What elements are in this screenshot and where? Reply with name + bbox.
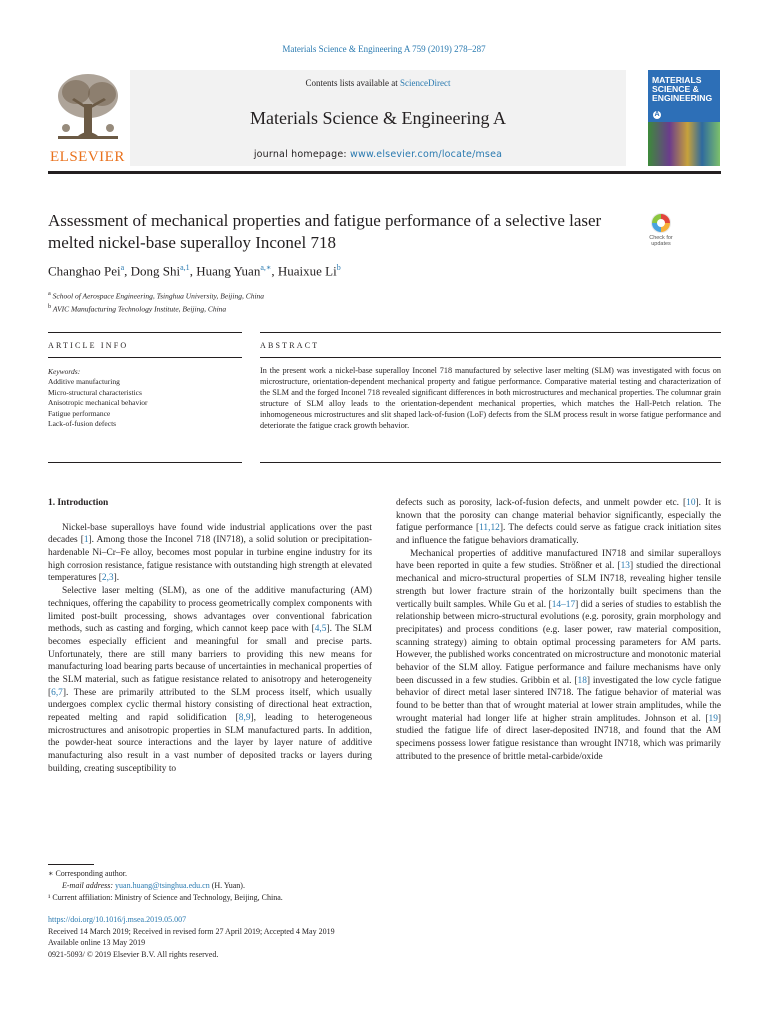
- citation-link[interactable]: 18: [577, 675, 587, 686]
- divider: [260, 332, 721, 333]
- footnotes: [48, 868, 448, 904]
- body-paragraph: Mechanical properties of additive manufactured IN718 and similar superalloys have been reported in quite a few studies. Strößner et al. [13] studied the directional mechanical and micro-structural properties of SLM IN718, revealing higher tensile strength but lower fracture strain of the horizontally built specimens than the vertically built samples. While Gu et al. [14–17] did a series of studies to establish the relationship between micro-structural evolutions (e.g. porosity, grain morphology and precipitates) and process conditions (e.g. laser power, raw material composition, scanning strategy) aiming to obtain optimal processing parameters for AM parts. However, the published works concentrated on microstructure and monotonic material behavior of the SLM alloy. Fatigue performance and failure mechanisms have only been discussed in a few studies. Gribbin et al. [18] investigated the low cycle fatigue behavior of direct metal laser sintered IN718. The fatigue behavior of material was found to be better than that of wrought material at lower strain amplitudes, while the wrought material had longer life at higher strain amplitudes. Johnson et al. [19] studied the fatigue life of direct laser-deposited IN718, and found that the AM specimens possess lower fatigue resistance than wrought IN718, which was primarily attributed to the presence of brittle metal-carbide/oxide: [396, 548, 721, 762]
- author-affiliation-marker[interactable]: a,1: [180, 263, 190, 272]
- cover-letter-badge: A: [654, 111, 660, 118]
- body-paragraph: defects such as porosity, lack-of-fusion defects, and unmelt powder etc. [10]. It is known that the porosity can change material behavior significantly, especially the fatigue performance [11,12]. The defects could serve as fatigue crack initiation sites and influence the fatigue behaviors dramatically.: [396, 498, 721, 547]
- affiliation-marker: b: [48, 302, 52, 310]
- email-note: [48, 880, 448, 892]
- email-suffix: (H. Yuan).: [209, 881, 245, 890]
- journal-banner: [130, 70, 626, 166]
- divider: [48, 462, 242, 463]
- author-affiliation-marker[interactable]: b: [336, 263, 341, 272]
- keyword-item: Fatigue performance: [48, 408, 111, 418]
- keywords-block: [48, 367, 242, 429]
- contents-line: [130, 78, 626, 88]
- divider: [48, 332, 242, 333]
- affiliation-item: [48, 302, 264, 315]
- citation-link[interactable]: 10: [686, 498, 696, 508]
- affiliation-item: [48, 289, 264, 302]
- citation-link[interactable]: 14–17: [551, 599, 576, 610]
- article-metadata: [48, 914, 448, 960]
- corresponding-author-note: ∗ Corresponding author.: [48, 869, 127, 878]
- citation-link[interactable]: 8,9: [238, 713, 251, 723]
- author-name[interactable]: Changhao Pei: [48, 263, 121, 279]
- journal-homepage: [130, 149, 626, 160]
- email-link[interactable]: yuan.huang@tsinghua.edu.cn: [115, 881, 210, 890]
- affiliation-text: AVIC Manufacturing Technology Institute, Beijing, China: [52, 304, 227, 313]
- citation-link[interactable]: 11,12: [479, 523, 500, 534]
- citation-link[interactable]: 1: [83, 535, 89, 546]
- header-rule: [48, 171, 721, 174]
- article-info-heading: ARTICLE INFO: [48, 341, 129, 350]
- section-heading: 1. Introduction: [48, 498, 109, 508]
- author-name[interactable]: Huang Yuan: [196, 263, 261, 279]
- author-name[interactable]: Huaixue Li: [277, 263, 337, 279]
- keyword-item: Lack-of-fusion defects: [48, 419, 117, 429]
- citation-link[interactable]: 2,3: [101, 573, 114, 584]
- divider: [260, 462, 721, 463]
- current-affiliation-note: ¹ Current affiliation: Ministry of Science and Technology, Beijing, China.: [48, 893, 283, 902]
- doi-link[interactable]: https://doi.org/10.1016/j.msea.2019.05.007: [48, 915, 187, 924]
- journal-title: Materials Science & Engineering A: [250, 108, 506, 128]
- received-dates: Received 14 March 2019; Received in revised form 27 April 2019; Accepted 4 May 2019: [48, 926, 335, 936]
- body-column-left: [48, 497, 372, 775]
- journal-reference[interactable]: Materials Science & Engineering A 759 (2019) 278–287: [282, 44, 486, 54]
- available-online: Available online 13 May 2019: [48, 938, 146, 947]
- author-affiliation-marker[interactable]: a,∗: [260, 263, 272, 272]
- copyright: 0921-5093/ © 2019 Elsevier B.V. All rights reserved.: [48, 949, 219, 959]
- keyword-item: Micro-structural characteristics: [48, 387, 142, 397]
- keyword-item: Anisotropic mechanical behavior: [48, 398, 148, 408]
- abstract-heading: ABSTRACT: [260, 341, 320, 350]
- elsevier-tree-icon: [48, 70, 128, 148]
- author-affiliation-marker[interactable]: a: [120, 263, 125, 272]
- cover-title: MATERIALS SCIENCE & ENGINEERING: [652, 75, 713, 103]
- email-label: E-mail address:: [62, 881, 114, 890]
- abstract-text: In the present work a nickel-base superalloy Inconel 718 manufactured by selective laser melting (SLM) was investigated with focus on microstructure, orientation-dependent mechanical property and fatigue performance. Comparative material testing and characterization of the SLM and the forged Inconel 718 revealed significant differences in both microstructures and mechanical properties. The columnar grain structure of SLM alloy leads to the orientation-dependent mechanical properties, which matches the Hall-Petch relation. The inhomogeneous microstructures and slit shaped lack-of-fusion (LoF) defects from the SLM process result in worse fatigue performance and deteriorate the fatigue crack growth behavior.: [260, 366, 721, 431]
- body-paragraph: Selective laser melting (SLM), as one of the additive manufacturing (AM) techniques, offering the capability to process geometrically complex components with limited post-built processing, shows advantages over conventional fabrication methods, such as casting and forging, which cannot keep pace with [4,5]. The SLM becomes especially efficient and meaningful for small and precise parts. Unfortunately, there are still many barriers to providing this new means for manufacturing load bearing parts because of uncertainties in mechanical properties of the SLM material, such as fatigue resistance related to anisotropy and heterogeneity [6,7]. These are primarily attributed to the SLM process itself, which usually undergoes complex cyclic thermal history consisting of directional heat extraction, repeated melting and rapid solidification [8,9], leading to heterogeneous microstructures and anisotropic properties in SLM manufactured parts. In addition, the powder-heat source interactions and the layer by layer nature of additive manufacturing also result in a vast number of deposited tracks or layers during building, creating susceptibility to: [48, 586, 373, 774]
- affiliation-text: School of Aerospace Engineering, Tsinghua University, Beijing, China: [52, 291, 265, 301]
- crossmark-icon: [644, 211, 678, 235]
- affiliation-marker: a: [48, 290, 51, 297]
- contents-prefix: Contents lists available at: [305, 78, 400, 88]
- author-list: Changhao Pei$^a$, Dong Shi$^{a,1}$, Huang Yuan$^{a,∗}$, Huaixue Li$^b$: [48, 263, 341, 279]
- citation-link[interactable]: 13: [620, 561, 630, 572]
- body-paragraph: Nickel-base superalloys have found wide industrial applications over the past decades [1]. Among those the Inconel 718 (IN718), a solid solution or precipitation-hardenable Ni–Cr–Fe alloy, becomes most popular in turbine engine industry for its high corrosion resistance, fatigue resistance with outstanding high strength at elevated temperatures [2,3].: [48, 522, 372, 584]
- journal-header: [48, 70, 721, 170]
- divider: [48, 357, 242, 358]
- elsevier-wordmark: ELSEVIER: [50, 149, 125, 165]
- keyword-item: Additive manufacturing: [48, 377, 120, 387]
- body-column-right: [396, 497, 721, 763]
- footnote-rule: [48, 864, 94, 865]
- cover-image: [648, 122, 720, 166]
- homepage-prefix: journal homepage:: [253, 149, 351, 160]
- article-title: Assessment of mechanical properties and fatigue performance of a selective laser melted nickel-base superalloy Inconel 718: [48, 211, 602, 252]
- elsevier-logo: [48, 70, 128, 166]
- citation-link[interactable]: 19: [708, 713, 718, 724]
- keywords-label: Keywords:: [48, 367, 81, 376]
- crossmark-badge[interactable]: [644, 211, 678, 251]
- divider: [260, 357, 721, 358]
- homepage-link[interactable]: www.elsevier.com/locate/msea: [350, 149, 503, 160]
- crossmark-label: Check for updates: [649, 235, 673, 247]
- sciencedirect-link[interactable]: ScienceDirect: [400, 78, 451, 88]
- citation-link[interactable]: 4,5: [314, 624, 327, 635]
- author-name[interactable]: Dong Shi: [130, 263, 181, 279]
- citation-link[interactable]: 6,7: [51, 687, 63, 698]
- affiliations: [48, 289, 264, 314]
- journal-cover-thumbnail[interactable]: [648, 70, 720, 166]
